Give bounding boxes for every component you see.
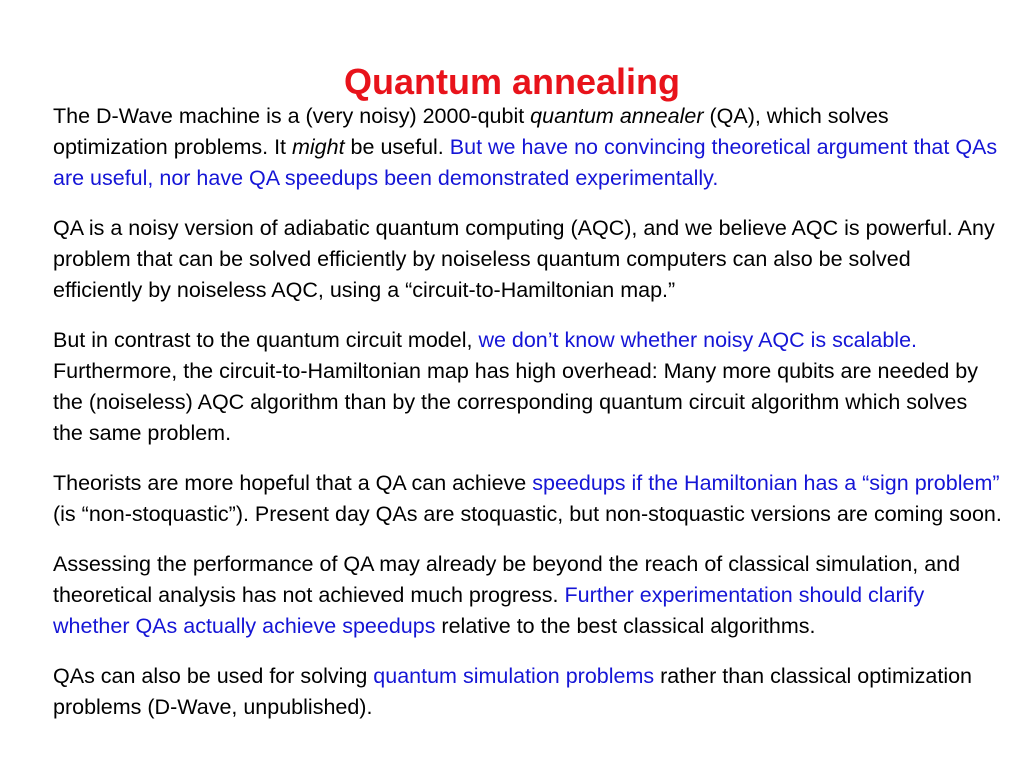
- highlight-run: speedups if the Hamiltonian has a “sign problem”: [532, 471, 1000, 495]
- text-run: be useful.: [344, 135, 450, 159]
- paragraph-quantum-simulation: [53, 661, 1003, 723]
- paragraph-sign-problem: [53, 468, 1003, 530]
- slide-body: [53, 101, 1003, 742]
- highlight-run: we don’t know whether noisy AQC is scalable.: [478, 328, 918, 352]
- paragraph-aqc-powerful: [53, 213, 1003, 306]
- paragraph-d-wave-machine: [53, 101, 1003, 194]
- text-run: (is “non-stoquastic”). Present day QAs are stoquastic, but non-stoquastic versions are coming soon.: [53, 502, 1002, 526]
- highlight-run: quantum simulation problems: [373, 664, 655, 688]
- text-run: But in contrast to the quantum circuit model,: [53, 328, 479, 352]
- text-run: Assessing the performance of QA may already be beyond the reach of classical simulation, and theoretical analysis has not achieved much progress.: [53, 552, 961, 607]
- text-run: Theorists are more hopeful that a QA can achieve: [53, 471, 533, 495]
- paragraph-assessing-performance: [53, 549, 1003, 642]
- text-run: (QA), which solves optimization problems. It: [53, 104, 889, 159]
- paragraph-circuit-model-contrast: [53, 325, 1003, 449]
- highlight-run: Further experimentation should clarify whether QAs actually achieve speedups: [53, 583, 925, 638]
- text-run: relative to the best classical algorithms.: [435, 614, 816, 638]
- text-run: rather than classical optimization problems (D-Wave, unpublished).: [53, 664, 973, 719]
- slide-title: Quantum annealing: [343, 61, 681, 103]
- text-run: QAs can also be used for solving: [53, 664, 374, 688]
- emphasis-run: quantum annealer: [530, 104, 704, 128]
- text-run: Furthermore, the circuit-to-Hamiltonian map has high overhead: Many more qubits are needed by the (noiseless) AQC algorithm than by the corresponding quantum circuit algorithm which solves the same problem.: [53, 359, 978, 445]
- emphasis-run: might: [292, 135, 345, 159]
- text-run: The D-Wave machine is a (very noisy) 2000-qubit: [53, 104, 531, 128]
- text-run: QA is a noisy version of adiabatic quantum computing (AQC), and we believe AQC is powerful. Any problem that can be solved efficiently by noiseless quantum computers can also be solved efficiently by noiseless AQC, using a “circuit-to-Hamiltonian map.”: [53, 216, 995, 302]
- highlight-run: But we have no convincing theoretical argument that QAs are useful, nor have QA speedups been demonstrated experimentally.: [53, 135, 998, 190]
